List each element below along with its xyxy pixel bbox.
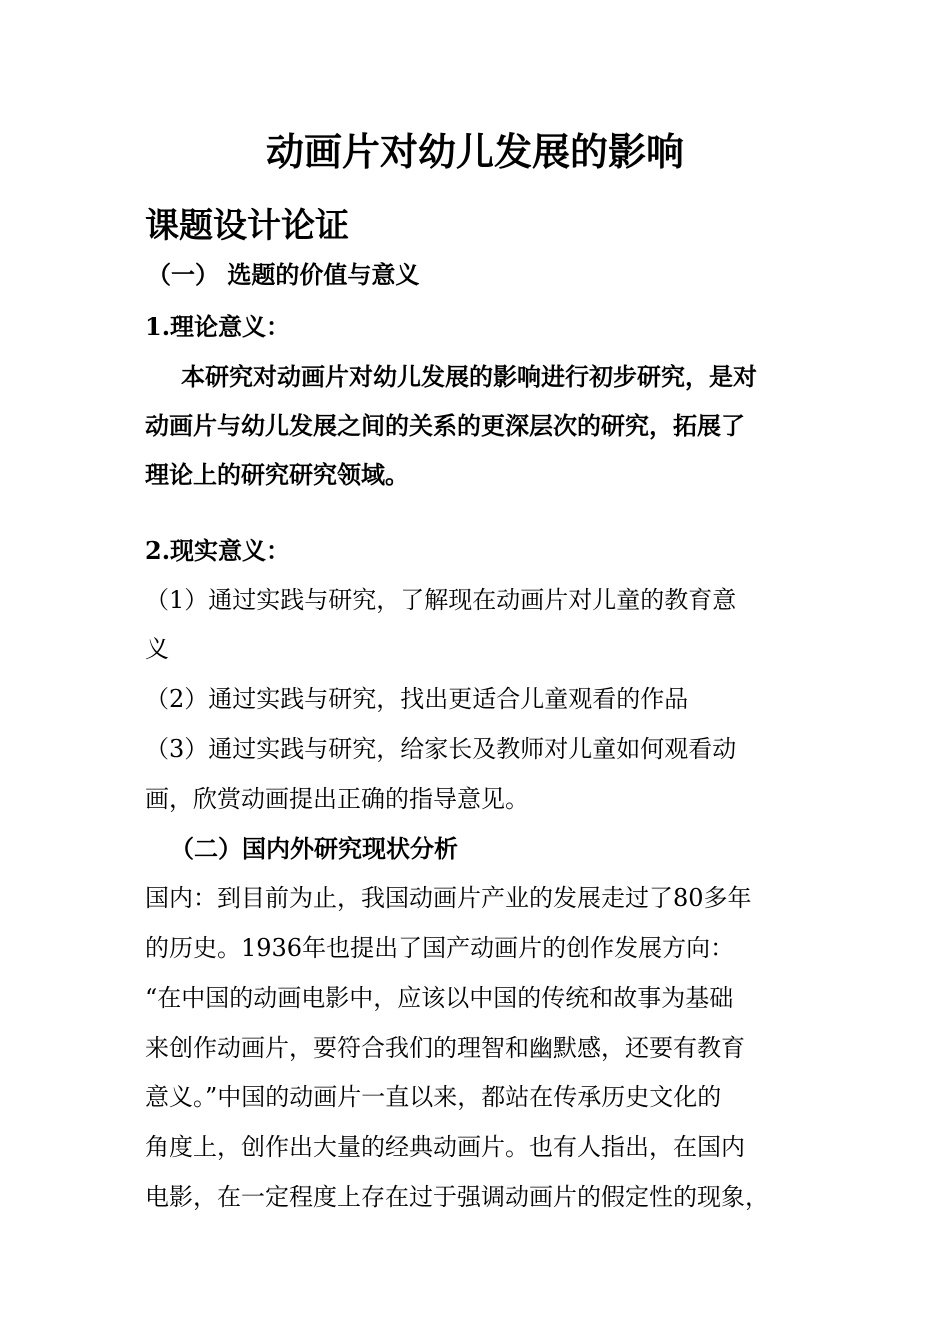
section-heading: 课题设计论证 — [145, 206, 349, 246]
theory-heading: 1.理论意义： — [145, 312, 291, 341]
practice-list-line: 画，欣赏动画提出正确的指导意见。 — [145, 785, 529, 813]
practice-list-line: （1）通过实践与研究，了解现在动画片对儿童的教育意 — [145, 586, 737, 614]
research-paragraph-line: 电影，在一定程度上存在过于强调动画片的假定性的现象， — [145, 1183, 769, 1211]
research-paragraph-line: 来创作动画片，要符合我们的理智和幽默感，还要有教育 — [145, 1034, 745, 1062]
research-paragraph-line: 意义。”中国的动画片一直以来，都站在传承历史文化的 — [145, 1083, 722, 1111]
research-paragraph-line: 国内：到目前为止，我国动画片产业的发展走过了80多年 — [145, 884, 752, 912]
practice-heading: 2.现实意义： — [145, 536, 291, 565]
research-status-heading: （二）国内外研究现状分析 — [170, 835, 458, 863]
research-paragraph-line: 的历史。1936年也提出了国产动画片的创作发展方向： — [145, 934, 735, 962]
practice-list-line: （3）通过实践与研究，给家长及教师对儿童如何观看动 — [145, 735, 737, 763]
theory-paragraph-line: 理论上的研究研究领域。 — [145, 460, 409, 489]
research-paragraph-line: 角度上，创作出大量的经典动画片。也有人指出，在国内 — [145, 1133, 745, 1161]
theory-paragraph-line: 动画片与幼儿发展之间的关系的更深层次的研究，拓展了 — [145, 411, 745, 440]
practice-list-line: （2）通过实践与研究，找出更适合儿童观看的作品 — [145, 685, 689, 713]
subsection-heading-value: （一） 选题的价值与意义 — [147, 261, 420, 289]
document-title: 动画片对幼儿发展的影响 — [265, 130, 684, 174]
research-paragraph-line: “在中国的动画电影中，应该以中国的传统和故事为基础 — [145, 984, 734, 1012]
theory-paragraph-line: 本研究对动画片对幼儿发展的影响进行初步研究，是对 — [181, 362, 757, 391]
practice-list-line: 义 — [145, 635, 169, 663]
